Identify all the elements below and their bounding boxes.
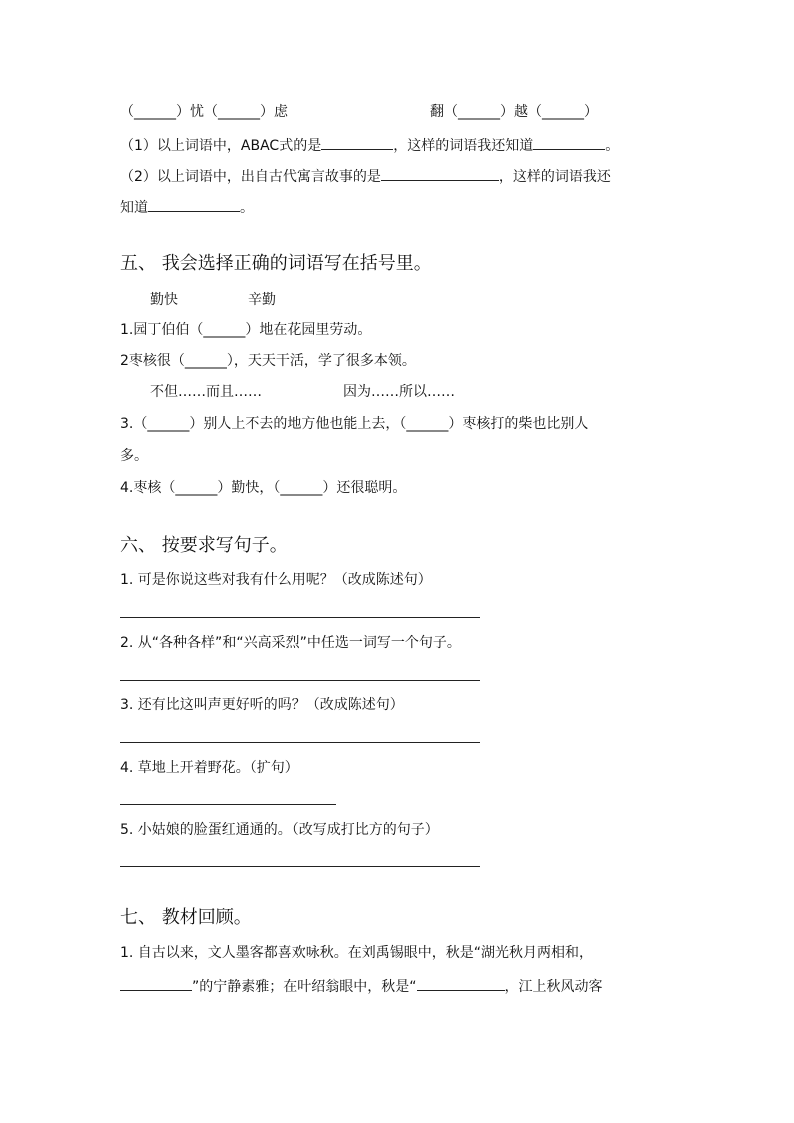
sec4-q1-text-a: （1）以上词语中，ABAC式的是 (120, 138, 322, 154)
sec4-question-2 (120, 165, 611, 187)
conjunction-choice-a: 不但……而且…… (150, 384, 262, 400)
word-row-left: （______）忧（______）虑 (120, 104, 288, 120)
sec4-question-2-cont (120, 196, 254, 218)
sec5-line-4: 4.枣核（______）勤快，（______）还很聪明。 (120, 480, 407, 496)
sec4-q2-text-b: ，这样的词语我还 (498, 169, 611, 185)
sec6-question-3: 3. 还有比这叫声更好听的吗？（改成陈述句） (120, 697, 404, 713)
sec7-line-2 (120, 975, 603, 997)
answer-blank[interactable] (417, 975, 505, 991)
conjunction-choice-b: 因为……所以…… (343, 384, 455, 400)
sec7-line-1: 1. 自古以来，文人墨客都喜欢咏秋。在刘禹锡眼中，秋是“湖光秋月两相和， (120, 945, 594, 961)
sec4-q1-text-c: 。 (605, 138, 620, 154)
sec5-line-3: 3.（______）别人上不去的地方他也能上去，（______）枣核打的柴也比别人 (120, 416, 589, 432)
sec4-question-1 (120, 134, 619, 156)
answer-blank[interactable] (533, 134, 605, 150)
sec7-line-2-text-b: ，江上秋风动客 (504, 979, 603, 995)
sec7-line-2-text-a: ”的宁静素雅；在叶绍翁眼中，秋是“ (192, 979, 417, 995)
answer-line[interactable] (120, 680, 480, 681)
section-7-heading: 七、 教材回顾。 (120, 907, 252, 928)
sec5-line-1: 1.园丁伯伯（______）地在花园里劳动。 (120, 322, 372, 338)
sec4-q2-text-d: 。 (240, 200, 254, 216)
sec4-q2-text-c: 知道 (120, 200, 148, 216)
answer-blank[interactable] (381, 165, 499, 181)
section-5-heading: 五、 我会选择正确的词语写在括号里。 (120, 253, 432, 274)
sec5-line-3-cont: 多。 (120, 448, 148, 464)
answer-blank[interactable] (148, 196, 240, 212)
answer-blank[interactable] (321, 134, 393, 150)
section-6-heading: 六、 按要求写句子。 (120, 535, 288, 556)
sec4-q1-text-b: ，这样的词语我还知道 (393, 138, 534, 154)
answer-line[interactable] (120, 804, 336, 805)
sec6-question-1: 1. 可是你说这些对我有什么用呢？（改成陈述句） (120, 572, 432, 588)
sec5-line-2: 2枣核很（______），天天干活，学了很多本领。 (120, 353, 416, 369)
answer-line[interactable] (120, 742, 480, 743)
answer-line[interactable] (120, 617, 480, 618)
answer-line[interactable] (120, 866, 480, 867)
word-row-right: 翻（______）越（______） (430, 104, 598, 120)
word-choice-b: 辛勤 (248, 292, 276, 308)
sec6-question-2: 2. 从“各种各样”和“兴高采烈”中任选一词写一个句子。 (120, 635, 461, 651)
sec4-q2-text-a: （2）以上词语中，出自古代寓言故事的是 (120, 169, 381, 185)
sec6-question-4: 4. 草地上开着野花。（扩句） (120, 760, 299, 776)
word-choice-a: 勤快 (150, 292, 178, 308)
answer-blank[interactable] (120, 975, 192, 991)
sec6-question-5: 5. 小姑娘的脸蛋红通通的。（改写成打比方的句子） (120, 822, 439, 838)
